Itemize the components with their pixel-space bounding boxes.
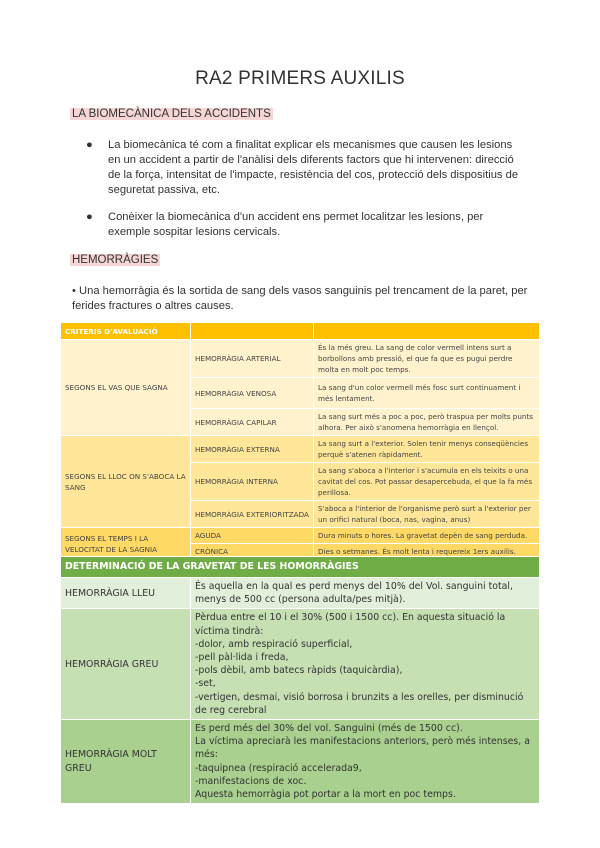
desc-cell: S'aboca a l'interior de l'organisme però surt a l'exterior per un orifici natural (boca, nas, vagina, anus) — [314, 501, 540, 528]
group-label: SEGONS EL TEMPS I LA VELOCITAT DE LA SAGNIA — [61, 528, 191, 560]
bullet-icon: ● — [86, 211, 93, 223]
desc-cell: La sang surt a l'exterior. Solen tenir menys conseqüències perquè s'atenen ràpidament. — [314, 436, 540, 463]
type-cell: AGUDA — [191, 528, 314, 544]
desc-cell: Dies o setmanes. És molt lenta i requereix 1ers auxilis. — [314, 544, 540, 560]
heading-hemorragies: HEMORRÀGIES — [72, 254, 159, 266]
table-row — [61, 340, 540, 378]
heading-biomecanica: LA BIOMECÀNICA DELS ACCIDENTS — [72, 108, 271, 120]
table-row — [61, 436, 540, 463]
table-header-row — [61, 323, 540, 340]
severity-desc: Pèrdua entre el 10 i el 30% (500 i 1500 cc). En aquesta situació la víctima tindrà: -dolor, amb respiració superficial, -pell pàl·lida i freda, -pols dèbil, amb batecs ràpids (taquicàrdia), -set, -vertigen, desmai, visió borrosa i brunzits a les orelles, per disminució de reg cerebral — [191, 609, 540, 720]
desc-cell: La sang surt més a poc a poc, però traspua per molts punts alhora. Per això s'anomena hemorràgia en llençol. — [314, 409, 540, 436]
type-cell: HEMORRÀGIA ARTERIAL — [191, 340, 314, 378]
table-row — [61, 609, 540, 720]
bullet-icon: ● — [86, 139, 93, 151]
group-label: SEGONS EL LLOC ON S'ABOCA LA SANG — [61, 436, 191, 528]
desc-cell: La sang s'aboca a l'interior i s'acumula en els teixits o una cavitat del cos. Pot passar desapercebuda, el que la fa més perillosa. — [314, 463, 540, 501]
page-title: RA2 PRIMERS AUXILIS — [195, 68, 405, 89]
table-header-row — [61, 557, 540, 578]
severity-desc: Es perd més del 30% del vol. Sanguini (més de 1500 cc). La víctima apreciarà les manifestacions anteriors, però més intenses, a més: -taquipnea (respiració accelerada9, -manifestacions de xoc. Aquesta hemorràgia pot portar a la mort en poc temps. — [191, 720, 540, 804]
bullet-item: ● La biomecànica té com a finalitat explicar els mecanismes que causen les lesions en un accident a partir de l'anàlisi dels diferents factors que hi intervenen: direcció de la força, intensitat de l'impacte, resistència del cos, protecció dels dispositius de seguretat passiva, etc. — [86, 139, 519, 196]
header-cell: DETERMINACIÓ DE LA GRAVETAT DE LES HOMORRÀGIES — [61, 557, 540, 578]
group-label: SEGONS EL VAS QUE SAGNA — [61, 340, 191, 436]
table-row — [61, 528, 540, 544]
severity-label: HEMORRÀGIA GREU — [61, 609, 191, 720]
type-cell: HEMORRÀGIA INTERNA — [191, 463, 314, 501]
type-cell: HEMORRÀGIA VENOSA — [191, 378, 314, 409]
severity-desc: És aquella en la qual es perd menys del 10% del Vol. sanguini total, menys de 500 cc (persona adulta/pes mitjà). — [191, 578, 540, 609]
type-cell: HEMORRÀGIA EXTERNA — [191, 436, 314, 463]
type-cell: HEMORRÀGIA CAPILAR — [191, 409, 314, 436]
desc-cell: És la més greu. La sang de color vermell intens surt a borbollons amb pressió, el que fa que es pugui perdre molta en molt poc temps. — [314, 340, 540, 378]
type-cell: CRÒNICA — [191, 544, 314, 560]
header-cell: CRITERIS D'AVALUACIÓ — [61, 323, 191, 340]
severity-label: HEMORRÀGIA MOLT GREU — [61, 720, 191, 804]
table-row — [61, 578, 540, 609]
intro-paragraph: • Una hemorràgia és la sortida de sang dels vasos sanguinis pel trencament de la paret, per ferides fractures o altres causes. — [72, 285, 528, 312]
criteria-table — [60, 322, 540, 560]
severity-label: HEMORRÀGIA LLEU — [61, 578, 191, 609]
bullet-item: ● Conèixer la biomecànica d'un accident ens permet localitzar les lesions, per exemple sospitar lesions cervicals. — [86, 211, 484, 238]
table-row — [61, 720, 540, 804]
desc-cell: Dura minuts o hores. La gravetat depèn de sang perduda. — [314, 528, 540, 544]
type-cell: HEMORRÀGIA EXTERIORITZADA — [191, 501, 314, 528]
severity-table — [60, 556, 540, 804]
desc-cell: La sang d'un color vermell més fosc surt continuament i més lentament. — [314, 378, 540, 409]
